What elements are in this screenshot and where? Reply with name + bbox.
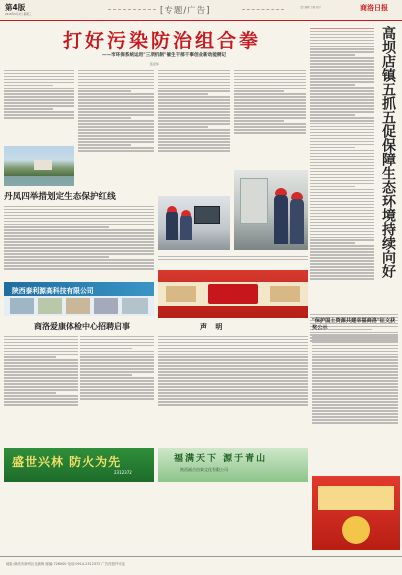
- company-banner-title: 陕西泰利源高科技有限公司: [12, 287, 94, 295]
- danfeng-body: [4, 204, 154, 278]
- product-ad-logo: [208, 284, 258, 304]
- equipment-panel: [240, 178, 268, 224]
- company-product-1: [10, 298, 34, 314]
- shengming-body: [158, 334, 308, 446]
- photo-building: [34, 160, 52, 170]
- left-rule: [108, 9, 156, 10]
- prize-body: [312, 334, 398, 474]
- green-mountain-text: 福满天下 源于青山: [174, 454, 268, 464]
- product-ad: [158, 270, 308, 318]
- company-product-3: [66, 298, 90, 314]
- photo-water: [4, 176, 74, 186]
- feature-body-col-2: [78, 68, 154, 196]
- fire-prevention-phone: 2312372: [114, 470, 132, 475]
- right-feature-body-2: [310, 120, 398, 310]
- worker-1-helmet: [167, 206, 177, 212]
- photo-caption: [158, 254, 308, 266]
- worker-4-helmet: [291, 192, 303, 199]
- company-product-2: [38, 298, 62, 314]
- shengming-title: 声 明: [200, 323, 226, 331]
- danfeng-headline: 丹凤四举措划定生态保护红线: [4, 192, 116, 202]
- worker-1: [166, 210, 178, 240]
- worker-4: [290, 198, 304, 244]
- worker-3: [274, 194, 288, 244]
- fire-prevention-text: 盛世兴林 防火为先: [12, 455, 122, 469]
- monitor-screen: [194, 206, 220, 224]
- footer: [0, 556, 402, 575]
- product-ad-item-2: [270, 286, 300, 302]
- worker-3-helmet: [275, 188, 287, 195]
- prize-title: "保护国土资源共建幸福商洛"征文获奖公示: [312, 318, 396, 331]
- fire-prevention-ad: [4, 448, 154, 482]
- feature-byline: 张启华: [150, 62, 160, 66]
- company-product-4: [94, 298, 118, 314]
- monitoring-room-photo-1: [158, 196, 230, 250]
- right-bottom-ad-emblem: [342, 516, 370, 544]
- feature-body-col-3: [158, 68, 230, 196]
- feature-subhead: ——市环保系统运用"三项机制"催生干部干事创业新动能侧记: [101, 53, 227, 58]
- product-ad-item-1: [166, 286, 196, 302]
- river-photo: [4, 146, 74, 186]
- recruit-body-1: [4, 334, 78, 444]
- feature-headline: 打好污染防治组合拳: [62, 30, 261, 52]
- worker-2-helmet: [181, 210, 191, 216]
- green-mountain-sub: 陕西福吉由泰文化有限公司: [180, 467, 228, 472]
- green-mountain-ad: [158, 448, 308, 482]
- right-rule: [242, 9, 284, 10]
- masthead: [0, 0, 402, 21]
- right-bottom-ad-band: [318, 486, 394, 510]
- recruit-title: 商洛爱康体检中心招聘启事: [34, 322, 130, 331]
- editor-info: 责任编辑 美编 校对: [300, 6, 321, 9]
- feature-body-col-1: [4, 68, 74, 146]
- section-title: [专题/广告]: [160, 6, 211, 16]
- monitoring-room-photo-2: [234, 170, 308, 250]
- paper-name: 商洛日报: [360, 4, 388, 12]
- issue-date: 2018年5月2日 星期三: [5, 13, 32, 16]
- footer-text: 地址:商洛市商州区北新街 邮编:726000 电话:0914-2312372 广告经营许可证: [6, 562, 126, 566]
- worker-2: [180, 214, 192, 240]
- page-label: 第4版: [5, 3, 26, 12]
- right-feature-text: 高坝店镇五抓五促保障生态环境持续向好: [380, 26, 396, 278]
- feature-body-col-4: [234, 68, 306, 168]
- right-bottom-ad: [312, 476, 400, 550]
- recruit-body-2: [80, 334, 154, 444]
- company-banner-ad: [4, 282, 154, 316]
- company-product-5: [122, 298, 148, 314]
